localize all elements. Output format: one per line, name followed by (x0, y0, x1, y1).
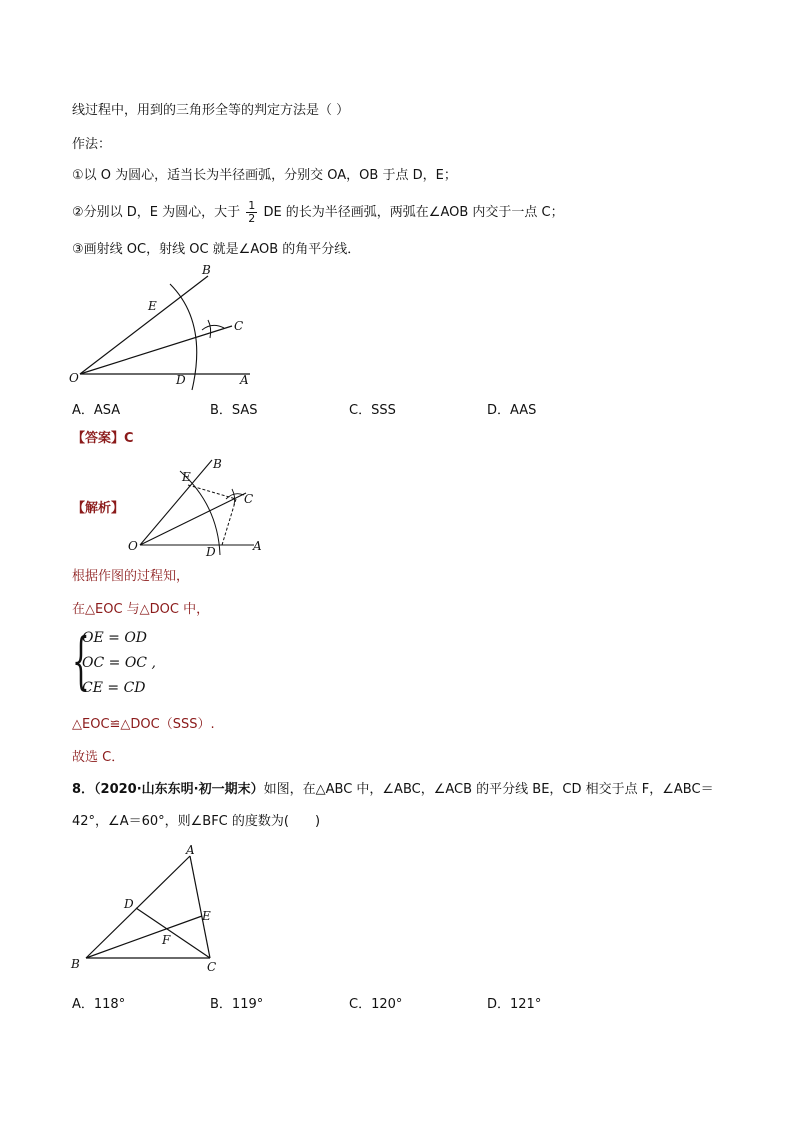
label-e: E (148, 299, 157, 313)
method-title: 作法： (72, 137, 112, 152)
equation-3: CE = CD (82, 680, 146, 696)
label-o: O (128, 539, 138, 553)
equation-2: OC = OC , (82, 655, 156, 671)
analysis-tag: 【解析】 (72, 501, 125, 516)
ray-ob (140, 460, 212, 545)
solution-figure (122, 455, 272, 560)
q7-option-a[interactable]: A．ASA (72, 403, 121, 418)
step-2 (72, 200, 564, 226)
q8-option-d[interactable]: D．121° (487, 997, 542, 1012)
analysis-line-1: 根据作图的过程知， (72, 569, 190, 584)
q8-option-c[interactable]: C．120° (349, 997, 403, 1012)
step-1: ①以 O 为圆心，适当长为半径画弧，分别交 OA，OB 于点 D，E； (72, 168, 457, 183)
q7-option-b[interactable]: B．SAS (210, 403, 258, 418)
q7-stem-tail: 线过程中，用到的三角形全等的判定方法是（ ） (72, 103, 350, 118)
label-d: D (124, 897, 134, 911)
conclusion: △EOC≌△DOC（SSS）. (72, 717, 215, 732)
label-c: C (207, 960, 217, 974)
step-3: ③画射线 OC，射线 OC 就是∠AOB 的角平分线． (72, 242, 361, 257)
answer-tag: 【答案】 (72, 431, 125, 446)
label-a: A (253, 539, 262, 553)
step-2-pre: ②分别以 D，E 为圆心，大于 (72, 205, 241, 220)
q8-option-a[interactable]: A．118° (72, 997, 126, 1012)
ray-oc (80, 326, 232, 374)
label-e: E (182, 470, 191, 484)
analysis-line-2: 在△EOC 与△DOC 中， (72, 602, 210, 617)
label-e: E (202, 909, 211, 923)
label-c: C (234, 319, 244, 333)
label-o: O (69, 371, 79, 385)
label-b: B (71, 957, 80, 971)
label-a: A (186, 843, 195, 857)
fraction-denominator: 2 (248, 212, 256, 225)
label-b: B (202, 263, 211, 277)
bisector-cd (136, 908, 210, 958)
q8-number: 8． (72, 782, 95, 797)
label-f: F (162, 933, 171, 947)
ray-ob (80, 276, 208, 374)
label-a: A (240, 373, 249, 387)
label-d: D (206, 545, 216, 559)
arc-c-1 (232, 489, 235, 505)
side-ab (86, 856, 190, 958)
choose-answer: 故选 C． (72, 750, 125, 765)
step-2-post: DE 的长为半径画弧，两弧在∠AOB 内交于一点 C； (263, 205, 564, 220)
q8-stem-1: 如图，在△ABC 中，∠ABC，∠ACB 的平分线 BE，CD 相交于点 F，∠ABC＝ (263, 782, 714, 797)
q7-options (72, 399, 732, 417)
q8-option-b[interactable]: B．119° (210, 997, 264, 1012)
answer-value: C (124, 431, 134, 446)
q8-options (72, 993, 732, 1011)
fraction-one-half (246, 200, 257, 225)
q7-option-c[interactable]: C．SSS (349, 403, 396, 418)
angle-bisector-figure (60, 262, 260, 392)
q8-stem-line-2: 42°，∠A＝60°，则∠BFC 的度数为( ) (72, 814, 321, 829)
left-brace: { (72, 624, 90, 697)
q7-option-d[interactable]: D．AAS (487, 403, 537, 418)
dashed-dc (222, 499, 236, 545)
q8-stem-line-1 (72, 781, 714, 799)
fraction-numerator: 1 (248, 199, 256, 212)
label-b: B (213, 457, 222, 471)
equation-1: OE = OD (82, 630, 148, 646)
arc-c-1 (208, 320, 211, 338)
label-c: C (244, 492, 254, 506)
label-d: D (176, 373, 186, 387)
answer-line (72, 430, 134, 448)
side-ac (190, 856, 210, 958)
triangle-figure (66, 842, 236, 978)
q8-source: （2020·山东东明·初一期末） (94, 782, 264, 797)
bisector-be (86, 916, 202, 958)
dashed-ec (188, 485, 236, 499)
